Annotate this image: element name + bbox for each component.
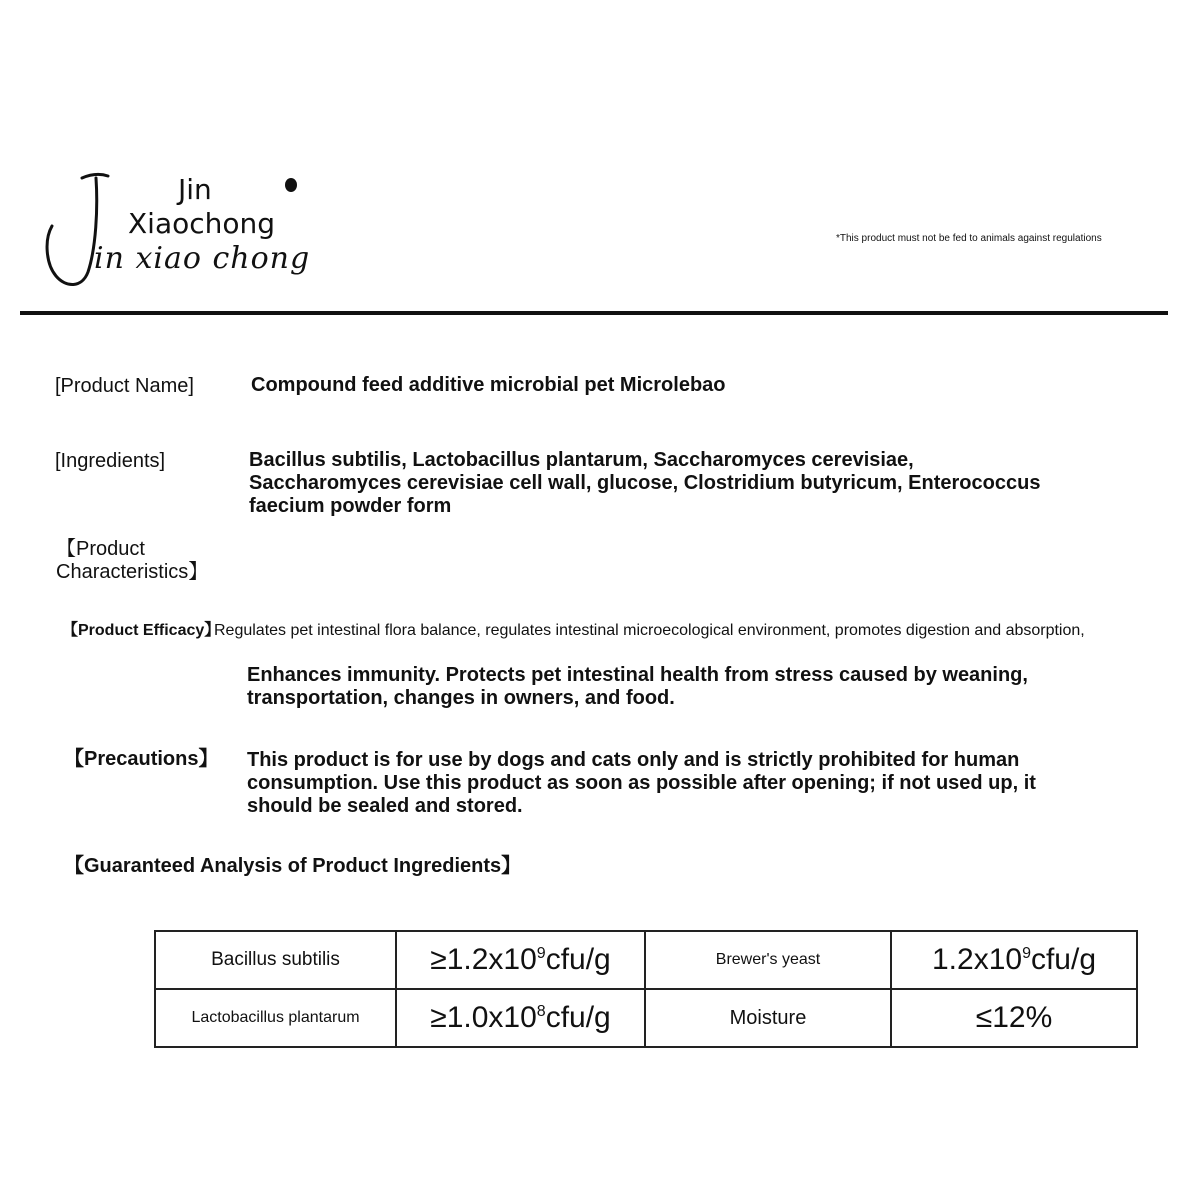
ingredient-name-cell: Brewer's yeast [645,931,891,989]
header-divider [20,311,1168,315]
characteristics-label: 【Product Characteristics】 [56,538,209,583]
value-exponent: 8 [536,1003,546,1020]
value-exponent: 9 [536,945,546,962]
efficacy-value-line1: Regulates pet intestinal flora balance, regulates intestinal microecological environment, promotes digestion and absorption, [214,622,1085,639]
precautions-label: 【Precautions】 [64,748,219,770]
ingredients-value: Bacillus subtilis, Lactobacillus plantarum, Saccharomyces cerevisiae, Saccharomyces cerevisiae cell wall, glucose, Clostridium butyricum, Enterococcus faecium powder form [249,449,1041,517]
ingredient-value-cell: ≤12% [891,989,1137,1047]
efficacy-label: 【Product Efficacy】 [62,622,221,639]
guaranteed-analysis-label: 【Guaranteed Analysis of Product Ingredients】 [64,855,522,877]
ingredients-label: [Ingredients] [55,450,166,472]
precautions-value: This product is for use by dogs and cats only and is strictly prohibited for human consumption. Use this product as soon as possible after opening; if not used up, it should be sealed and stored. [247,749,1036,817]
brand-logo [36,168,326,298]
ingredient-value-cell [396,931,645,989]
brand-script-name: in xiao chong [94,241,311,276]
regulation-notice: *This product must not be fed to animals against regulations [836,233,1102,244]
value-unit: cfu/g [545,943,611,976]
analysis-table [154,930,1138,1048]
ingredient-value-cell [396,989,645,1047]
table-row [155,989,1137,1047]
value-exponent: 9 [1022,945,1031,962]
ingredient-name-cell: Bacillus subtilis [155,931,396,989]
value-unit: cfu/g [1030,943,1097,976]
ingredient-name-cell: Moisture [645,989,891,1047]
ingredient-name-cell: Lactobacillus plantarum [155,989,396,1047]
value-prefix: 1.2x10 [931,943,1023,976]
product-name-value: Compound feed additive microbial pet Microlebao [251,374,726,396]
brand-name-line1: Jin [178,173,212,206]
brand-name-line2: Xiaochong [128,207,276,240]
product-name-label: [Product Name] [55,375,194,397]
table-row [155,931,1137,989]
value-unit: cfu/g [545,1001,611,1034]
value-prefix: ≥1.0x10 [430,1001,537,1034]
efficacy-value-line2: Enhances immunity. Protects pet intestinal health from stress caused by weaning, transportation, changes in owners, and food. [247,664,1028,709]
ingredient-value-cell [891,931,1137,989]
value-prefix: ≥1.2x10 [430,943,537,976]
